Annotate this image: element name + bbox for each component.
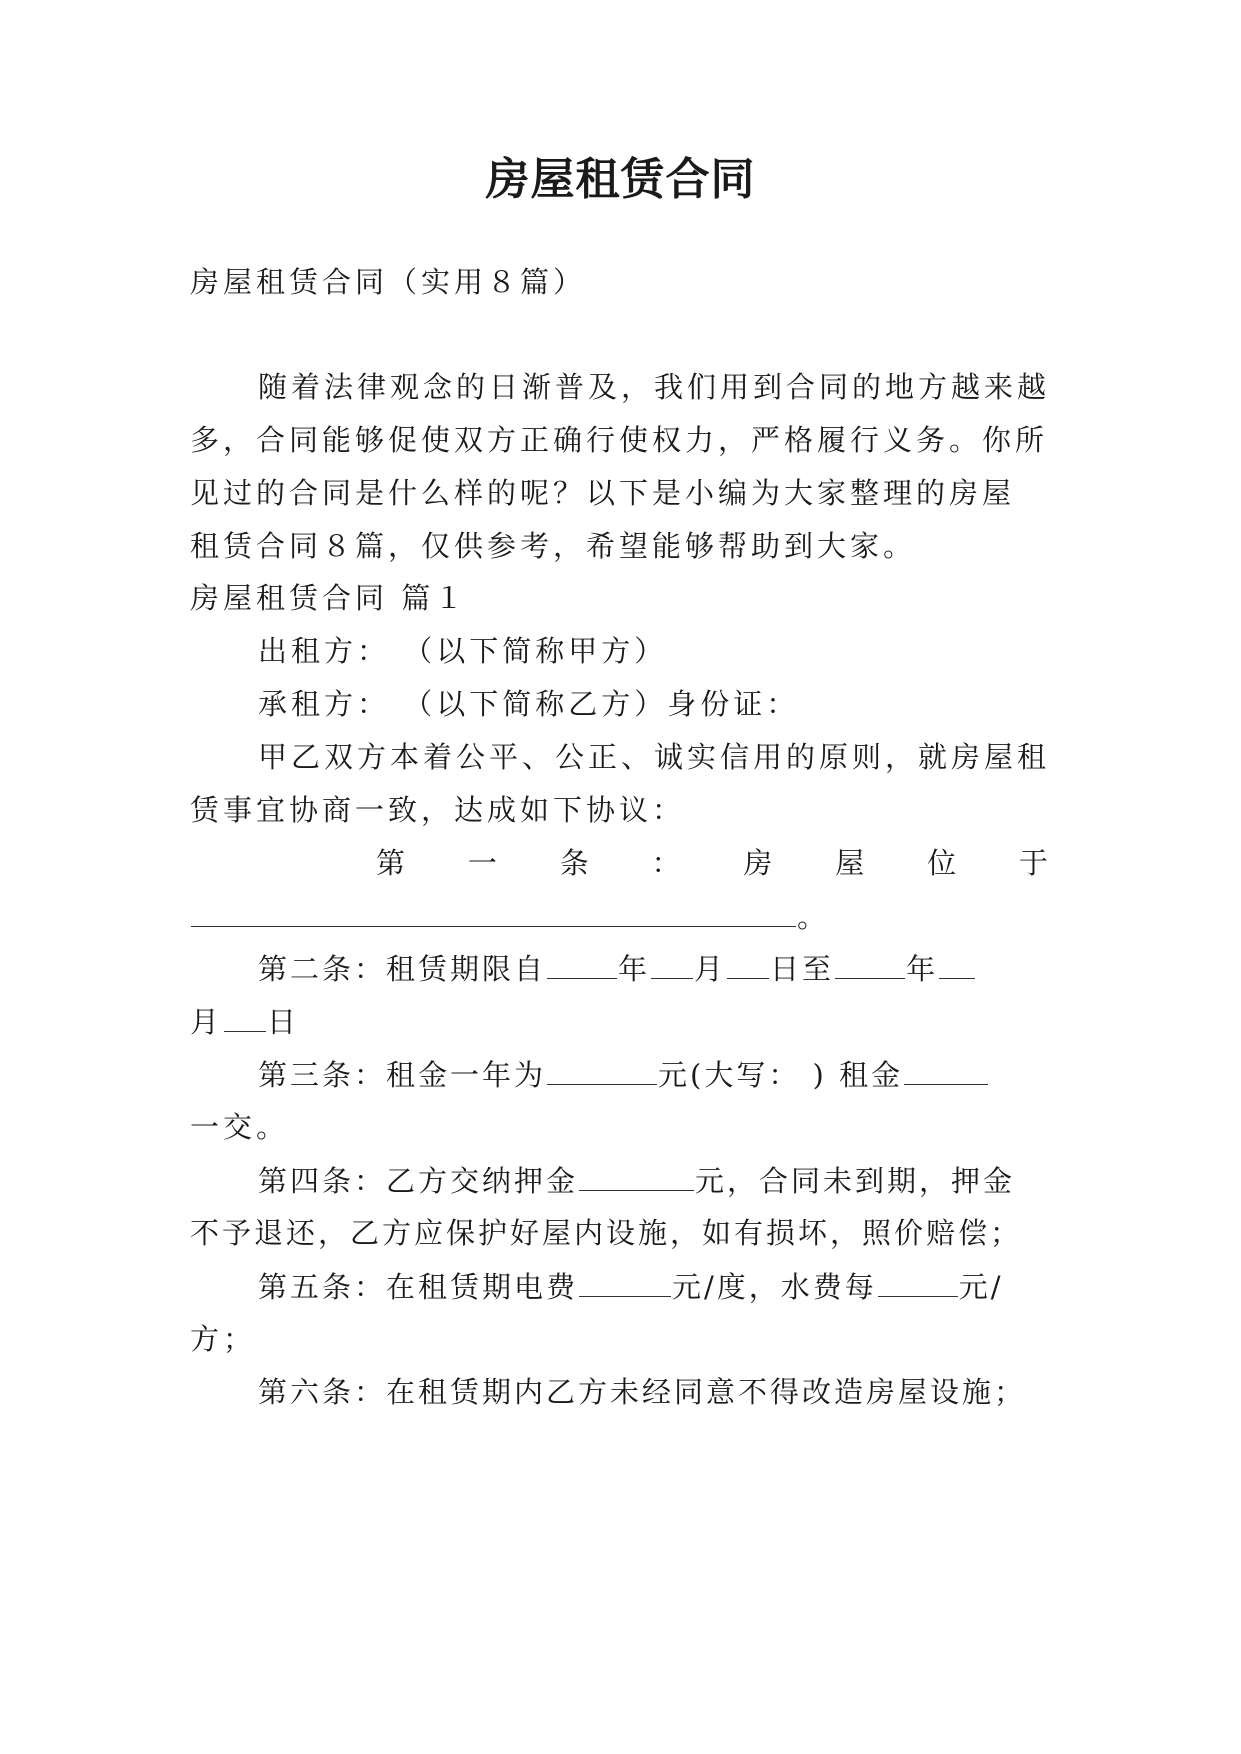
article-2-text: 日 xyxy=(267,1005,301,1039)
lessee-line: 承租方： （以下简称乙方）身份证： xyxy=(258,687,800,721)
end-year-blank xyxy=(835,948,905,979)
article-2-line-1 xyxy=(258,948,1050,989)
article-1-char: 于 xyxy=(1018,846,1048,880)
document-subtitle: 房屋租赁合同（实用８篇） xyxy=(190,265,587,299)
article-1-char: 一 xyxy=(467,846,497,880)
article-1-line-2 xyxy=(190,896,1050,937)
article-5-text: 元/ xyxy=(958,1270,1004,1304)
start-day-blank xyxy=(727,948,769,979)
article-2-text: 第二条：租赁期限自 xyxy=(258,952,547,986)
article-2-line-2 xyxy=(190,1001,1050,1042)
article-5-line-2: 方； xyxy=(190,1322,257,1356)
article-1-char: ： xyxy=(651,846,681,880)
document-title: 房屋租赁合同 xyxy=(485,154,756,205)
preamble-line-1: 甲乙双方本着公平、公正、诚实信用的原则，就房屋租 xyxy=(258,740,1051,774)
article-4-line-1 xyxy=(258,1160,1050,1201)
article-1-char: 第 xyxy=(376,846,406,880)
article-5-line-1 xyxy=(258,1266,1050,1307)
article-2-text: 月 xyxy=(694,952,727,986)
article-1-char: 条 xyxy=(559,846,589,880)
article-3-text: 元(大写： ) 租金 xyxy=(658,1058,904,1092)
start-month-blank xyxy=(651,948,693,979)
intro-line-3: 见过的合同是什么样的呢？以下是小编为大家整理的房屋 xyxy=(190,476,1016,510)
intro-line-1: 随着法律观念的日渐普及，我们用到合同的地方越来越 xyxy=(258,370,1051,404)
article-1-char: 位 xyxy=(927,846,957,880)
article-1-char: 屋 xyxy=(835,846,865,880)
start-year-blank xyxy=(547,948,617,979)
article-5-text: 元/度，水费每 xyxy=(672,1270,877,1304)
preamble-line-2: 赁事宜协商一致，达成如下协议： xyxy=(190,793,686,827)
lessor-line: 出租方： （以下简称甲方） xyxy=(258,634,668,668)
article-3-line-2: 一交。 xyxy=(190,1110,290,1144)
article-3-line-1 xyxy=(258,1054,1050,1095)
article-5-text: 第五条：在租赁期电费 xyxy=(258,1270,579,1304)
water-fee-blank xyxy=(878,1266,958,1297)
article-6-line-1: 第六条：在租赁期内乙方未经同意不得改造房屋设施； xyxy=(258,1375,1027,1409)
end-day-blank xyxy=(224,1001,266,1032)
article-4-line-2: 不予退还，乙方应保护好屋内设施，如有损坏，照价赔偿； xyxy=(190,1216,1023,1250)
article-1-char: 房 xyxy=(743,846,773,880)
article-1-line-1 xyxy=(376,843,1048,883)
electricity-fee-blank xyxy=(579,1266,671,1297)
article-2-text: 日至 xyxy=(770,952,835,986)
article-4-text: 第四条：乙方交纳押金 xyxy=(258,1164,579,1198)
address-blank xyxy=(191,896,796,927)
article-1-end: 。 xyxy=(797,900,831,934)
article-2-text: 月 xyxy=(190,1005,224,1039)
deposit-blank xyxy=(579,1160,694,1191)
section-heading: 房屋租赁合同 篇１ xyxy=(190,581,468,615)
article-4-text: 元，合同未到期，押金 xyxy=(695,1164,1016,1198)
payment-period-blank xyxy=(904,1054,988,1085)
article-2-text: 年 xyxy=(618,952,651,986)
article-3-text: 第三条：租金一年为 xyxy=(258,1058,547,1092)
intro-line-4: 租赁合同８篇，仅供参考，希望能够帮助到大家。 xyxy=(190,529,917,563)
end-month-blank xyxy=(939,948,975,979)
annual-rent-blank xyxy=(547,1054,657,1085)
intro-line-2: 多，合同能够促使双方正确行使权力，严格履行义务。你所 xyxy=(190,423,1049,457)
article-2-text: 年 xyxy=(906,952,939,986)
